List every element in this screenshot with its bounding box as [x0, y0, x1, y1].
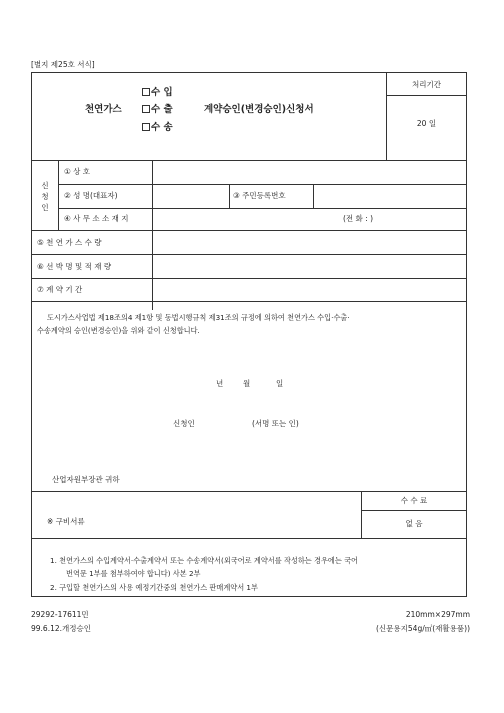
label-office-address: ④ 사 무 소 소 재 지 [64, 214, 129, 223]
processing-label: 처리기간 [412, 80, 441, 89]
label-business-name: ① 상 호 [64, 167, 90, 176]
signature-note: (서명 또는 인) [252, 419, 299, 428]
date-month: 월 [243, 379, 251, 388]
date-day: 일 [276, 379, 284, 388]
title-prefix: 천연가스 [85, 104, 122, 115]
contract-period-field[interactable] [153, 279, 466, 300]
representative-field[interactable] [153, 185, 229, 207]
addressee: 산업자원부장관 귀하 [52, 475, 120, 484]
phone-label: (전 화 : ) [343, 214, 374, 223]
business-name-field[interactable] [153, 161, 466, 183]
statement-line1: 도시가스사업법 제18조의4 제1항 및 동법시행규칙 제31조의 규정에 의하여 천연가스 수입·수출· [47, 313, 350, 322]
fee-value: 없 음 [405, 519, 423, 528]
office-address-field[interactable] [153, 209, 333, 229]
label-contract-period: ⑦ 계 약 기 간 [37, 285, 83, 294]
vessel-field[interactable] [153, 255, 466, 277]
gas-quantity-field[interactable] [153, 231, 466, 253]
title-suffix: 계약승인(변경승인)신청서 [204, 104, 314, 115]
resident-number-field[interactable] [314, 185, 466, 207]
checkbox-transport[interactable] [142, 123, 150, 131]
label-gas-quantity: ⑤ 천 연 가 스 수 량 [37, 238, 102, 247]
option-import[interactable]: 수 입 [142, 88, 173, 98]
document-item-1-cont: 번역문 1부를 첨부하여야 합니다) 사본 2부 [66, 569, 201, 578]
signature-field[interactable] [200, 414, 250, 430]
form-number: [별지 제25호 서식] [31, 60, 95, 69]
document-item-2: 2. 구입할 천연가스의 사용 예정기간중의 천연가스 판매계약서 1부 [50, 583, 258, 592]
checkbox-export[interactable] [142, 105, 150, 113]
option-transport[interactable]: 수 송 [142, 123, 173, 133]
label-vessel: ⑥ 선 박 명 및 적 재 량 [37, 262, 112, 271]
date-year: 년 [216, 379, 224, 388]
applicant-section-label: 신 청 인 [41, 181, 49, 212]
checkbox-import[interactable] [142, 88, 150, 96]
footer-paper: (신문용지54g/㎡(재활용품)) [376, 624, 470, 633]
signature-label: 신청인 [173, 419, 195, 428]
document-item-1: 1. 천연가스의 수입계약서·수출계약서 또는 수송계약서(외국어로 계약서를 작성하는 경우에는 국어 [50, 556, 358, 565]
footer-approval: 99.6.12.개정승인 [31, 624, 91, 633]
footer-code: 29292-17611민 [31, 610, 89, 619]
label-representative: ② 성 명(대표자) [64, 191, 118, 200]
fee-label: 수 수 료 [400, 496, 428, 505]
label-resident-number: ③ 주민등록번호 [233, 191, 286, 200]
attachments-label: ※ 구비서류 [47, 517, 85, 526]
processing-value: 20 일 [416, 119, 437, 128]
footer-size: 210mm×297mm [405, 610, 470, 619]
option-export[interactable]: 수 출 [142, 105, 173, 115]
statement-line2: 수송계약의 승인(변경승인)을 위와 같이 신청합니다. [37, 326, 200, 335]
